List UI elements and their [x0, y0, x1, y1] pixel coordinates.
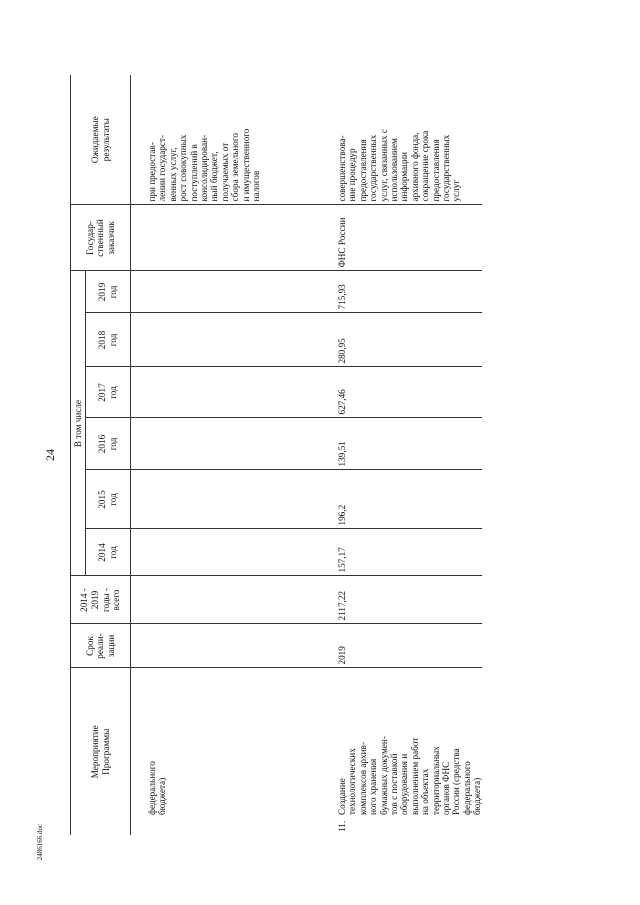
- header-year-2014: 2014 год: [86, 529, 131, 576]
- cell-total: 2117,22: [331, 576, 482, 624]
- cell-customer: [131, 205, 332, 271]
- cell-2016: 139,51: [331, 418, 482, 470]
- header-year-2018: 2018 год: [86, 313, 131, 367]
- cell-results: совершенствова- ние процедур предоставления государственных услуг, связанных с использованием информации архивного фонда, сокращение срока предоставления государственных услуг: [331, 75, 482, 205]
- cell-2017: 627,46: [331, 367, 482, 418]
- cell-measure: [331, 668, 482, 835]
- measure-continuation-text: федерального бюджета): [147, 761, 168, 815]
- cell-customer: ФНС России: [331, 205, 482, 271]
- header-customer: Государ- ственный заказчик: [71, 205, 131, 271]
- cell-term: [131, 624, 332, 668]
- document-id: 2486166.doc: [36, 823, 44, 861]
- cell-2018: [131, 313, 332, 367]
- cell-2015: 196,2: [331, 470, 482, 529]
- cell-results: при предостав- лении государст- венных услуг, рост совокупных поступлений в консолидирован- ный бюджет, получаемых от сбора земельного и имущественного налогов: [131, 75, 332, 205]
- header-total: 2014 - 2019 годы - всего: [71, 576, 131, 624]
- cell-2015: [131, 470, 332, 529]
- header-measure: Мероприятие Программы: [71, 668, 131, 835]
- table-row: [131, 75, 332, 835]
- header-year-2017: 2017 год: [86, 367, 131, 418]
- cell-2019: [131, 271, 332, 313]
- header-including: В том числе: [71, 271, 86, 576]
- cell-measure: [131, 668, 332, 835]
- header-results: Ожидаемые результаты: [71, 75, 131, 205]
- rotated-page-content: [70, 75, 530, 835]
- header-year-2019: 2019 год: [86, 271, 131, 313]
- table-row: [331, 75, 482, 835]
- table-body: [131, 75, 483, 835]
- cell-term: 2019: [331, 624, 482, 668]
- cell-2017: [131, 367, 332, 418]
- measure-text: Создание технологических комплексов архив- ного хранения бумажных докумен- тов с поставкой оборудования и выполнением работ на объектах территориальных органов ФНС России (средства федерального бюджета): [337, 736, 483, 815]
- item-number: 11.: [337, 820, 347, 832]
- cell-2014: [131, 529, 332, 576]
- cell-2016: [131, 418, 332, 470]
- header-year-2016: 2016 год: [86, 418, 131, 470]
- cell-2014: 157,17: [331, 529, 482, 576]
- cell-2019: 715,93: [331, 271, 482, 313]
- program-measures-table: [70, 75, 482, 835]
- header-year-2015: 2015 год: [86, 470, 131, 529]
- page-number: 24: [43, 449, 57, 461]
- header-term: Срок реали- зации: [71, 624, 131, 668]
- cell-total: [131, 576, 332, 624]
- table-header: [71, 75, 131, 835]
- cell-2018: 280,95: [331, 313, 482, 367]
